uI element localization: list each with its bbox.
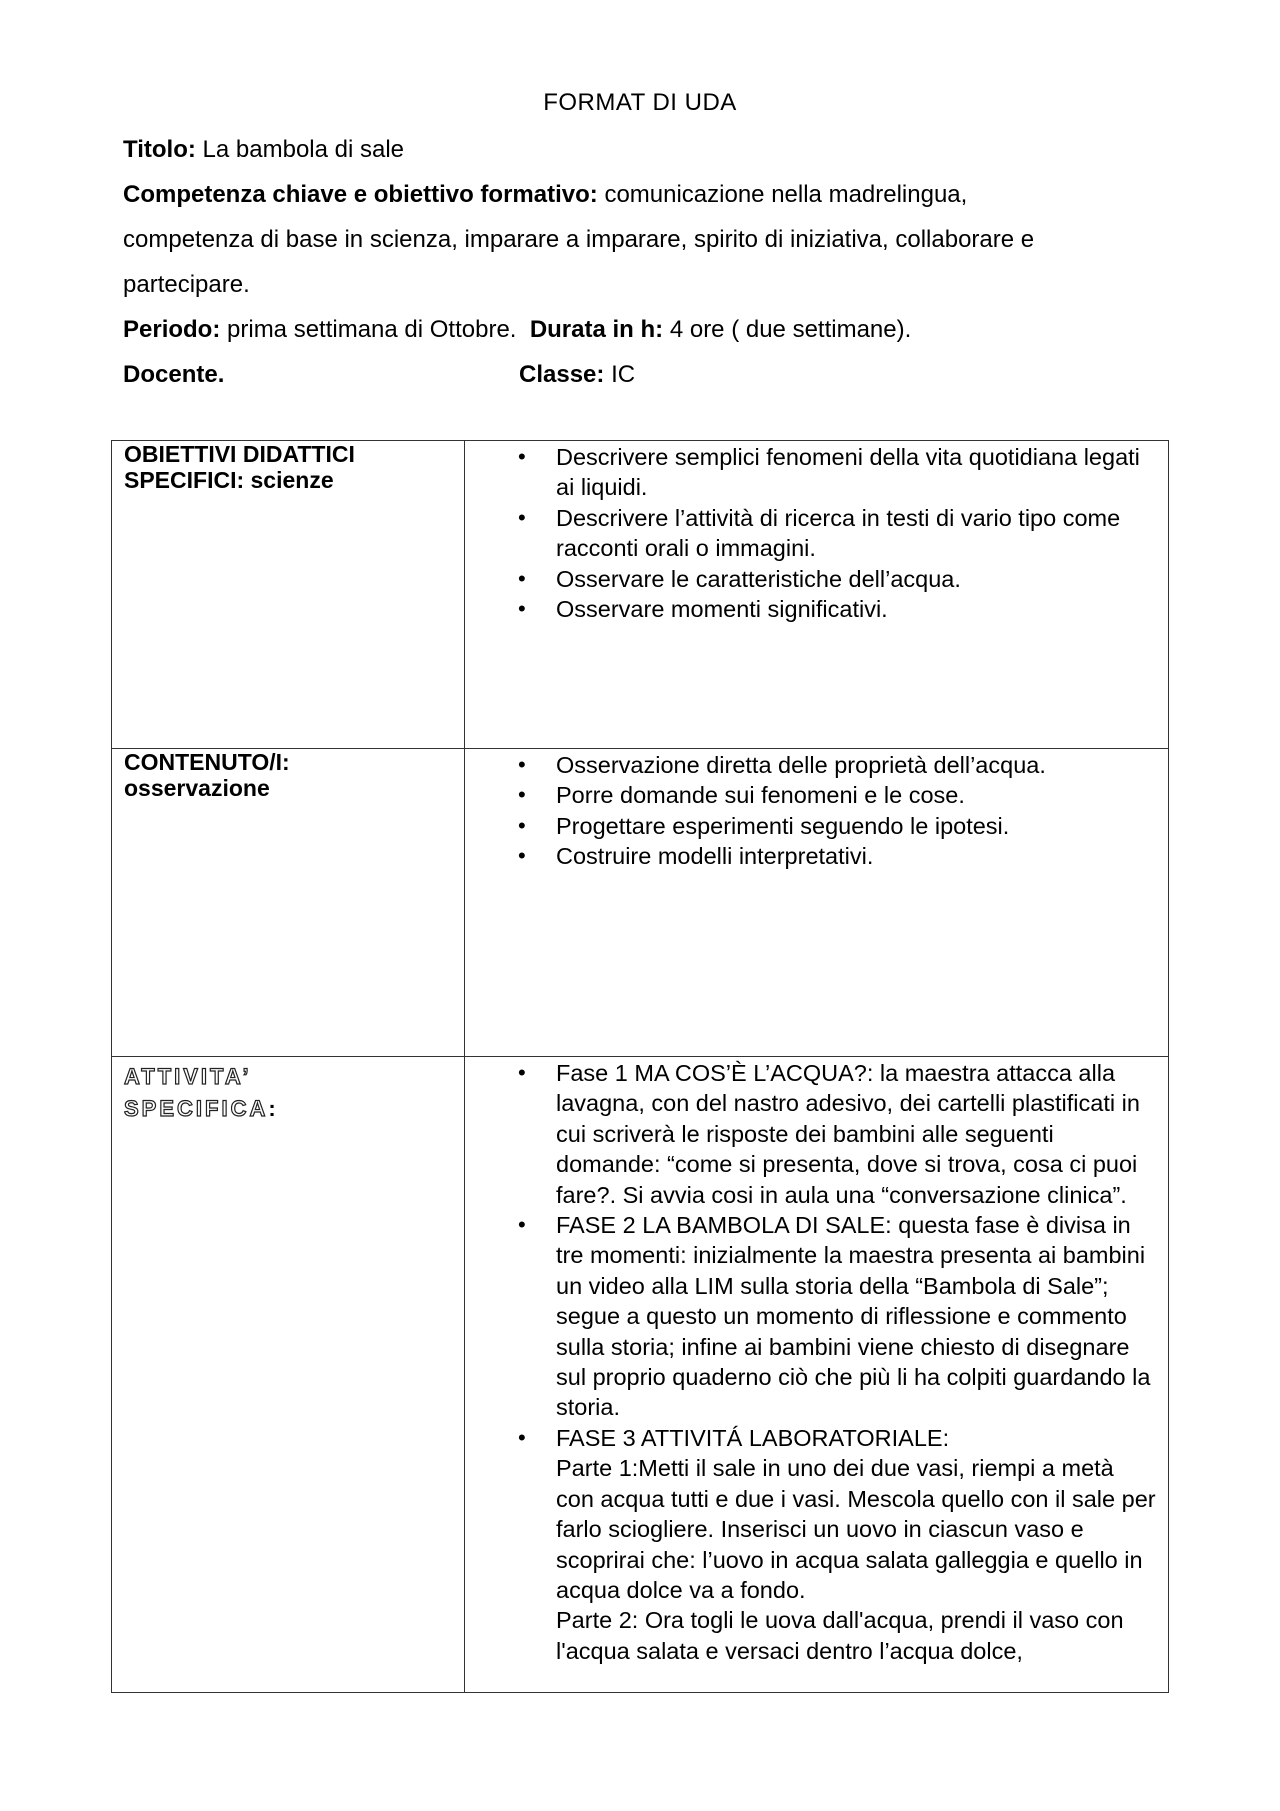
obiettivi-heading-cell	[112, 441, 465, 749]
list-item-fase3	[465, 1423, 1158, 1666]
list-item: • FASE 2 LA BAMBOLA DI SALE: questa fase è divisa in tre momenti: inizialmente la maestra presenta ai bambini un video alla LIM sulla storia della “Bambola di Sale”; segue a questo un momento di riflessione e commento sulla storia; infine ai bambini viene chiesto di disegnare sul proprio quaderno ciò che più li ha colpiti guardando la storia.	[518, 1212, 1151, 1421]
list-item: • Descrivere l’attività di ricerca in testi di vario tipo come racconti orali o immagini.	[518, 504, 1121, 562]
competenza-value-1: comunicazione nella madrelingua,	[604, 181, 968, 208]
obiettivi-heading-1: OBIETTIVI DIDATTICI	[124, 441, 355, 467]
table-row-attivita	[112, 1057, 1169, 1693]
periodo-value: prima settimana di Ottobre.	[227, 316, 517, 343]
list-item: • Costruire modelli interpretativi.	[465, 841, 1158, 871]
list-item: • Fase 1 MA COS’È L’ACQUA?: la maestra attacca alla lavagna, con del nastro adesivo, dei cartelli plastificati in cui scriverà le risposte dei bambini alle seguenti domande: “come si presenta, dove si trova, cosa ci puoi fare?. Si avvia cosi in aula una “conversazione clinica”.	[518, 1060, 1140, 1208]
attivita-list	[465, 1057, 1158, 1666]
titolo-value: La bambola di sale	[202, 136, 405, 163]
periodo-label: Periodo:	[123, 316, 221, 343]
list-item: • Porre domande sui fenomeni e le cose.	[465, 780, 1158, 810]
classe-value: IC	[611, 361, 636, 388]
list-item: • Osservazione diretta delle proprietà dell’acqua.	[465, 750, 1158, 780]
list-item: • Progettare esperimenti seguendo le ipotesi.	[465, 811, 1158, 841]
docente-classe-line	[123, 352, 1163, 397]
bullet-icon: •	[518, 1424, 526, 1450]
attivita-heading-colon: :	[268, 1096, 276, 1121]
attivita-heading-2: SPECIFICA	[124, 1096, 269, 1121]
attivita-heading-1: ATTIVITA’	[124, 1064, 252, 1089]
bullet-icon: •	[518, 504, 526, 530]
bullet-icon: •	[518, 1212, 526, 1238]
bullet-icon: •	[518, 843, 526, 869]
titolo-label: Titolo:	[123, 136, 196, 163]
attivita-content-cell	[465, 1057, 1169, 1693]
document-title: FORMAT DI UDA	[543, 89, 737, 116]
competenza-line	[123, 172, 1163, 217]
titolo-line	[123, 127, 1163, 172]
competenza-line-2	[123, 217, 1163, 262]
attivita-heading-cell	[112, 1057, 465, 1693]
classe-field	[519, 352, 635, 397]
contenuti-content-cell	[465, 749, 1169, 1057]
fase3-title: FASE 3 ATTIVITÁ LABORATORIALE:	[556, 1424, 950, 1451]
obiettivi-content-cell	[465, 441, 1169, 749]
durata-value: 4 ore ( due settimane).	[669, 316, 912, 343]
contenuti-list	[465, 749, 1158, 872]
fase3-parte1: Parte 1:Metti il sale in uno dei due vasi, riempi a metà con acqua tutti e due i vasi. Mescola quello con il sale per farlo sciogliere. Inserisci un uovo in ciascun vaso e scoprirai che: l’uovo in acqua salata galleggia e quello in acqua dolce va a fondo.	[556, 1455, 1156, 1603]
header-block	[123, 127, 1163, 397]
obiettivi-heading-2: SPECIFICI: scienze	[124, 467, 334, 493]
bullet-icon: •	[518, 812, 526, 838]
classe-label: Classe:	[519, 361, 605, 388]
competenza-value-2: competenza di base in scienza, imparare a imparare, spirito di iniziativa, collaborare e	[123, 226, 1035, 253]
uda-table	[111, 440, 1169, 1693]
fase3-parte2: Parte 2: Ora togli le uova dall'acqua, prendi il vaso con l'acqua salata e versaci dentro l’acqua dolce,	[556, 1607, 1124, 1664]
list-item: • Descrivere semplici fenomeni della vita quotidiana legati ai liquidi.	[518, 444, 1140, 501]
list-item: • Osservare le caratteristiche dell’acqua.	[465, 564, 1158, 594]
bullet-icon: •	[518, 565, 526, 591]
bullet-icon: •	[518, 752, 526, 777]
bullet-icon: •	[518, 596, 526, 622]
competenza-line-3	[123, 262, 1163, 307]
contenuti-heading-2: osservazione	[124, 775, 270, 801]
periodo-line	[123, 307, 1163, 352]
contenuti-heading-1: CONTENUTO/I:	[124, 749, 290, 775]
bullet-icon: •	[518, 444, 526, 469]
contenuti-heading-cell	[112, 749, 465, 1057]
attivita-heading-2-wrap	[124, 1089, 456, 1129]
obiettivi-list	[465, 441, 1158, 624]
table-row-obiettivi	[112, 441, 1169, 749]
table-row-contenuti	[112, 749, 1169, 1057]
bullet-icon: •	[518, 782, 526, 808]
bullet-icon: •	[518, 1060, 526, 1085]
docente-label: Docente.	[123, 361, 225, 388]
list-item: • Osservare momenti significativi.	[465, 594, 1158, 624]
durata-label: Durata in h:	[529, 316, 664, 343]
competenza-value-3: partecipare.	[123, 271, 250, 298]
competenza-label: Competenza chiave e obiettivo formativo:	[123, 181, 598, 208]
